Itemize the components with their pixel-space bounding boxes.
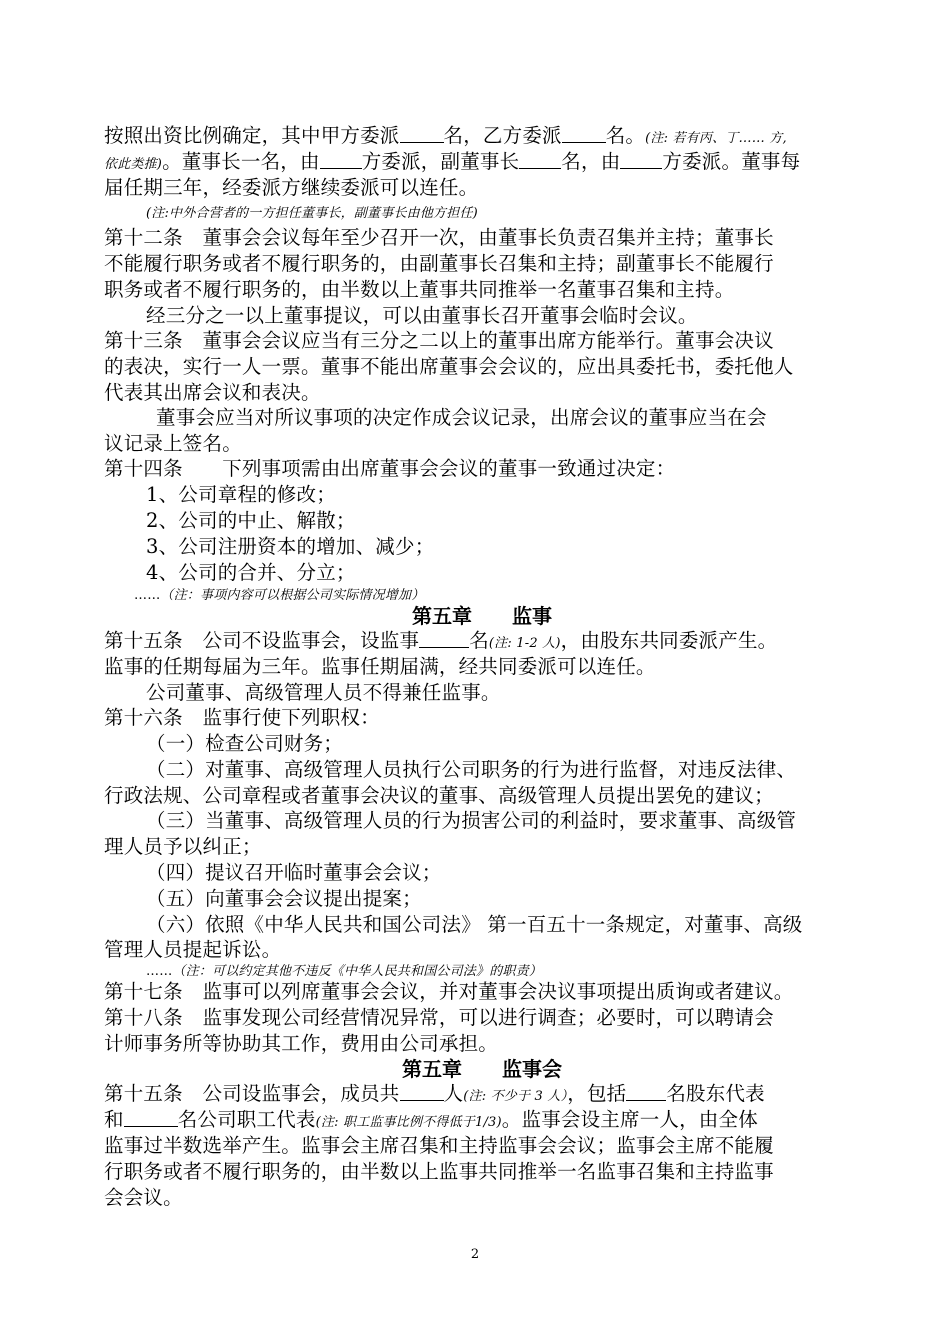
text: ，由股东共同委派产生。: [560, 629, 778, 652]
text: 人: [443, 1082, 464, 1105]
note: （注：事项内容可以根据公司实际情况增加）: [160, 588, 425, 603]
text: 第十五条 公司不设监事会，设监事: [104, 629, 420, 652]
text-line: 届任期三年，经委派方继续委派可以连任。: [104, 176, 479, 199]
note: (注:中外合营者的一方担任董事长，副董事长由他方担任): [146, 206, 478, 221]
text: 名，乙方委派: [443, 124, 562, 147]
list-item: 1、公司章程的修改；: [146, 483, 336, 506]
article-13: 第十三条 董事会会议应当有三分之二以上的董事出席方能举行。董事会决议: [104, 329, 774, 352]
ellipsis: ……: [146, 964, 173, 979]
article-15-alt: [104, 1081, 765, 1110]
blank-field: [419, 630, 469, 648]
text-line: 职务或者不履行职务的，由半数以上董事共同推举一名董事召集和主持。: [104, 278, 735, 301]
chapter-heading: 第五章 监事会: [402, 1057, 562, 1081]
text: 名。: [605, 124, 646, 147]
note: (注: 职工监事比例不得低于1/3): [315, 1115, 502, 1130]
note: (注: 1-2 人): [488, 636, 561, 651]
blank-field: [400, 125, 444, 143]
article-18: 第十八条 监事发现公司经营情况异常，可以进行调查；必要时，可以聘请会: [104, 1006, 774, 1029]
list-item: （六）依照《中华人民共和国公司法》 第一百五十一条规定，对董事、高级: [146, 913, 803, 936]
text-line: [104, 149, 800, 178]
list-item: （一）检查公司财务；: [146, 732, 344, 755]
text-line: 行政法规、公司章程或者董事会决议的董事、高级管理人员提出罢免的建议；: [104, 784, 774, 807]
text-line: 不能履行职务或者不履行职务的，由副董事长召集和主持；副董事长不能履行: [104, 252, 774, 275]
text-line: 的表决，实行一人一票。董事不能出席董事会会议的，应出具委托书，委托他人: [104, 355, 794, 378]
text-line: 董事会应当对所议事项的决定作成会议记录，出席会议的董事应当在会: [156, 406, 767, 429]
text: 方委派，副董事长: [361, 150, 520, 173]
text: 名公司职工代表: [177, 1108, 316, 1131]
article-12: 第十二条 董事会会议每年至少召开一次，由董事长负责召集并主持；董事长: [104, 226, 774, 249]
text: 第十五条 公司设监事会，成员共: [104, 1082, 400, 1105]
blank-field: [400, 1083, 444, 1101]
blank-field: [519, 151, 561, 169]
chapter-heading: 第五章 监事: [412, 604, 552, 628]
text: 。董事长一名，由: [162, 150, 320, 173]
text-line: 经三分之一以上董事提议，可以由董事长召开董事会临时会议。: [146, 304, 698, 327]
note: (注: 不少于 3 人）: [463, 1089, 568, 1104]
text-line: 计师事务所等协助其工作，费用由公司承担。: [104, 1032, 499, 1055]
text: 。监事会设主席一人，由全体: [501, 1108, 758, 1131]
list-item: （三）当董事、高级管理人员的行为损害公司的利益时，要求董事、高级管: [146, 809, 797, 832]
text: ，包括: [567, 1082, 627, 1105]
text-line: 行职务或者不履行职务的，由半数以上监事共同推举一名监事召集和主持监事: [104, 1160, 774, 1183]
list-item: 4、公司的合并、分立；: [146, 561, 356, 584]
blank-field: [620, 151, 662, 169]
text-line: 监事过半数选举产生。监事会主席召集和主持监事会会议；监事会主席不能履: [104, 1134, 774, 1157]
text-line: 监事的任期每届为三年。监事任期届满，经共同委派可以连任。: [104, 655, 656, 678]
text: 按照出资比例确定，其中甲方委派: [104, 124, 400, 147]
text-line: 理人员予以纠正；: [104, 835, 262, 858]
blank-field: [626, 1083, 666, 1101]
blank-field: [320, 151, 362, 169]
text: 名: [469, 629, 489, 652]
text: 名，由: [561, 150, 621, 173]
text: 名股东代表: [666, 1082, 765, 1105]
note: (注: 若有丙、丁…… 方,: [645, 131, 787, 146]
text-line: 议记录上签名。: [104, 432, 242, 455]
list-item: （四）提议召开临时董事会会议；: [146, 861, 442, 884]
list-item: （五）向董事会会议提出提案；: [146, 887, 422, 910]
blank-field: [562, 125, 606, 143]
article-14: 第十四条 下列事项需由出席董事会会议的董事一致通过决定：: [104, 457, 676, 480]
article-15: [104, 628, 777, 657]
list-item: 3、公司注册资本的增加、减少；: [146, 535, 435, 558]
text-line: 管理人员提起诉讼。: [104, 938, 282, 961]
page-number: 2: [470, 1247, 480, 1262]
list-item: （二）对董事、高级管理人员执行公司职务的行为进行监督，对违反法律、: [146, 758, 797, 781]
text: 方委派。董事每: [662, 150, 801, 173]
article-17: 第十七条 监事可以列席董事会会议，并对董事会决议事项提出质询或者建议。: [104, 980, 794, 1003]
text-line: [104, 1107, 758, 1136]
text-line: 公司董事、高级管理人员不得兼任监事。: [146, 681, 501, 704]
list-item: 2、公司的中止、解散；: [146, 509, 356, 532]
note: （注：可以约定其他不违反《中华人民共和国公司法》的职责）: [172, 964, 543, 979]
text: 和: [104, 1108, 124, 1131]
article-16: 第十六条 监事行使下列职权：: [104, 706, 380, 729]
ellipsis: ……: [134, 588, 161, 603]
blank-field: [124, 1109, 178, 1127]
text-line: [104, 123, 787, 152]
text-line: 代表其出席会议和表决。: [104, 381, 321, 404]
note: 依此类推): [104, 157, 163, 172]
text-line: 会会议。: [104, 1186, 183, 1209]
